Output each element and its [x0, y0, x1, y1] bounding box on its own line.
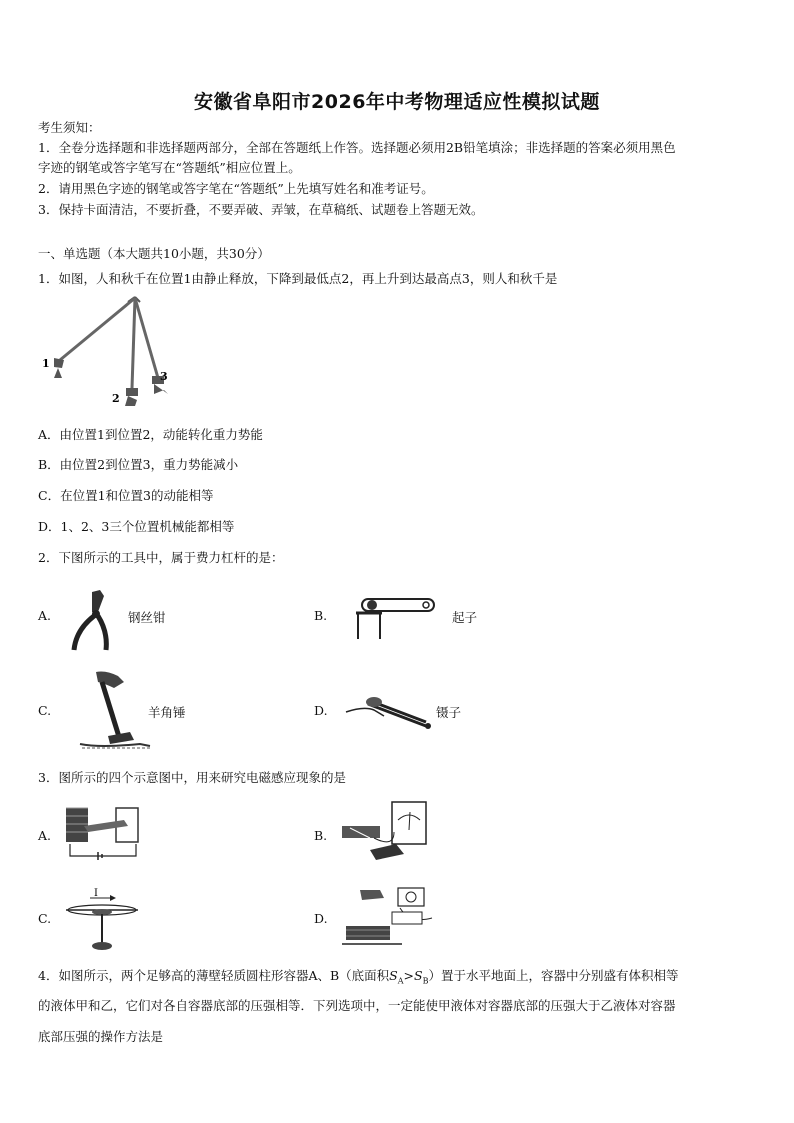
swing-label-2: 2 [112, 392, 120, 405]
q2-option-d[interactable]: D. [314, 703, 328, 718]
q1-option-d[interactable]: D．1、2、3三个位置机械能都相等 [38, 519, 235, 534]
notice-item-1-line-2: 字迹的钢笔或答字笔写在“答题纸”相应位置上。 [38, 160, 301, 175]
q2-option-a[interactable]: A. [38, 608, 52, 623]
q3-option-c[interactable]: C. [38, 911, 52, 926]
q4-area-symbol-b: S [414, 968, 423, 983]
q3-option-a[interactable]: A. [38, 828, 52, 843]
q2-option-b-name: 起子 [452, 610, 478, 625]
q1-option-c[interactable]: C．在位置1和位置3的动能相等 [38, 488, 214, 503]
q4-area-sub-a: A [397, 976, 404, 986]
q4-line-1-part-b: ）置于水平地面上，容器中分别盛有体积相等 [428, 968, 679, 983]
q2-stem: 2．下图所示的工具中，属于费力杠杆的是： [38, 550, 284, 565]
swing-figure [40, 292, 180, 417]
q2-option-a-name: 钢丝钳 [128, 610, 166, 625]
motor-circuit-figure [340, 884, 440, 948]
q1-stem: 1．如图，人和秋千在位置1由静止释放，下降到最低点2，再上升到达最高点3，则人和秋千是 [38, 271, 558, 286]
q3-stem: 3．图所示的四个示意图中，用来研究电磁感应现象的是 [38, 770, 346, 785]
q4-line-1 [38, 968, 679, 990]
q4-area-sub-b: B [422, 976, 429, 986]
q3-option-d[interactable]: D. [314, 911, 328, 926]
q3-option-b[interactable]: B. [314, 828, 328, 843]
q4-greater-sign: > [403, 968, 415, 983]
tweezers-icon [344, 690, 436, 734]
section-heading: 一、单选题（本大题共10小题，共30分） [38, 246, 270, 261]
q2-option-c[interactable]: C. [38, 703, 52, 718]
notice-item-1-line-1: 1．全卷分选择题和非选择题两部分，全部在答题纸上作答。选择题必须用2B铅笔填涂；非选择题的答案必须用黑色 [38, 140, 676, 155]
current-wire-compass-figure [64, 884, 144, 954]
notice-item-3: 3．保持卡面清洁，不要折叠，不要弄破、弄皱，在草稿纸、试题卷上答题无效。 [38, 202, 484, 217]
page-title: 安徽省阜阳市2026年中考物理适应性模拟试题 [194, 91, 600, 113]
q4-line-3: 底部压强的操作方法是 [38, 1029, 164, 1044]
q2-option-c-name: 羊角锤 [148, 705, 186, 720]
q4-line-2: 的液体甲和乙，它们对各自容器底部的压强相等．下列选项中，一定能使甲液体对容器底部的压强大于乙液体对容器 [38, 998, 676, 1013]
bottle-opener-icon [350, 593, 440, 641]
swing-label-3: 3 [160, 370, 168, 383]
q1-option-b[interactable]: B．由位置2到位置3，重力势能减小 [38, 457, 239, 472]
magnet-coil-figure [64, 804, 144, 862]
notice-heading: 考生须知： [38, 120, 101, 135]
q1-option-a[interactable]: A．由位置1到位置2，动能转化重力势能 [38, 427, 263, 442]
galvanometer-figure [340, 800, 430, 870]
pliers-icon [68, 588, 122, 654]
q4-area-symbol-a: S [389, 968, 398, 983]
swing-label-1: 1 [42, 357, 50, 370]
notice-item-2: 2．请用黑色字迹的钢笔或答字笔在“答题纸”上先填写姓名和准考证号。 [38, 181, 434, 196]
current-label: I [94, 888, 98, 899]
q2-option-d-name: 镊子 [436, 705, 462, 720]
q4-line-1-part-a: 4．如图所示，两个足够高的薄壁轻质圆柱形容器A、B（底面积 [38, 968, 390, 983]
q2-option-b[interactable]: B. [314, 608, 328, 623]
